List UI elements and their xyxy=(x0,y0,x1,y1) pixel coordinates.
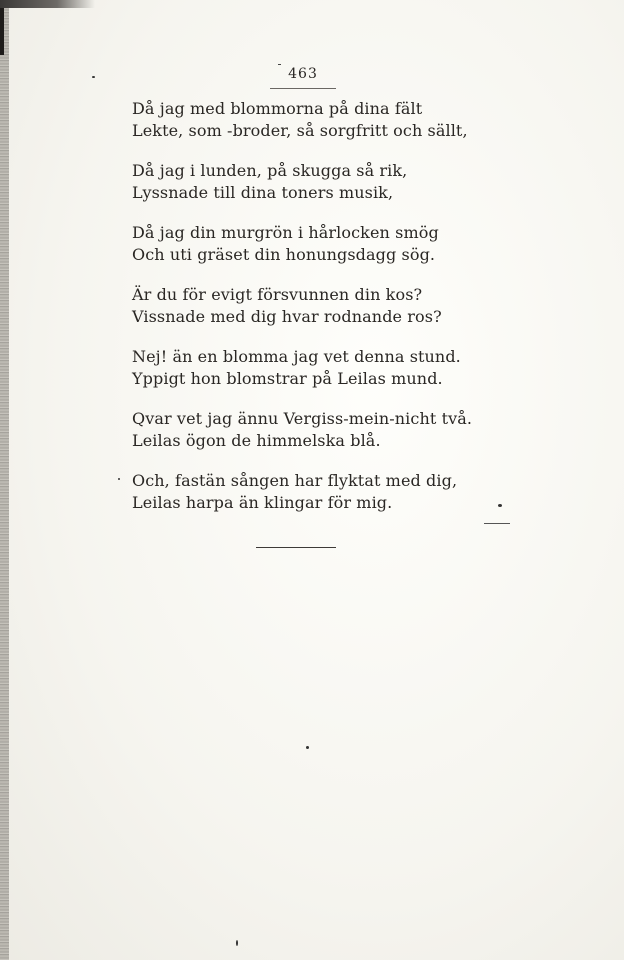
stanza xyxy=(132,160,472,203)
poem xyxy=(132,98,472,532)
page-number-rule xyxy=(270,88,336,89)
poem-line: Är du för evigt försvunnen din kos? xyxy=(132,285,423,304)
ink-speck xyxy=(92,76,95,78)
end-of-poem-rule xyxy=(256,547,336,548)
poem-line: Leilas harpa än klingar för mig. xyxy=(132,492,393,512)
page-number: 463 xyxy=(288,66,318,82)
poem-line: Lyssnade till dina toners musik, xyxy=(132,182,394,202)
page-binding-edge xyxy=(0,0,9,960)
poem-line: Nej! än en blomma jag vet denna stund. xyxy=(132,347,461,366)
stanza xyxy=(132,408,472,451)
poem-line: Qvar vet jag ännu Vergiss-mein-nicht två. xyxy=(132,409,473,428)
ink-speck xyxy=(236,940,238,946)
poem-line: Och, fastän sången har flyktat med dig, xyxy=(132,471,458,490)
stanza xyxy=(132,98,472,141)
poem-line: Och uti gräset din honungsdagg sög. xyxy=(132,244,436,264)
ink-speck xyxy=(118,478,120,480)
ink-scratch xyxy=(484,523,510,524)
ink-speck xyxy=(306,746,309,749)
stanza xyxy=(132,470,472,513)
poem-line: Vissnade med dig hvar rodnande ros? xyxy=(132,306,442,326)
binding-shadow xyxy=(0,0,4,55)
stanza xyxy=(132,284,472,327)
top-edge-shadow xyxy=(0,0,95,8)
ink-speck xyxy=(498,504,502,507)
ink-mark xyxy=(278,64,281,65)
stanza xyxy=(132,222,472,265)
stanza xyxy=(132,346,472,389)
poem-line: Leilas ögon de himmelska blå. xyxy=(132,430,381,450)
poem-line: Då jag med blommorna på dina fält xyxy=(132,99,423,118)
poem-line: Lekte, som -broder, så sorgfritt och sällt, xyxy=(132,120,468,140)
poem-line: Då jag i lunden, på skugga så rik, xyxy=(132,161,408,180)
poem-line: Yppigt hon blomstrar på Leilas mund. xyxy=(132,368,443,388)
poem-line: Då jag din murgrön i hårlocken smög xyxy=(132,223,439,242)
